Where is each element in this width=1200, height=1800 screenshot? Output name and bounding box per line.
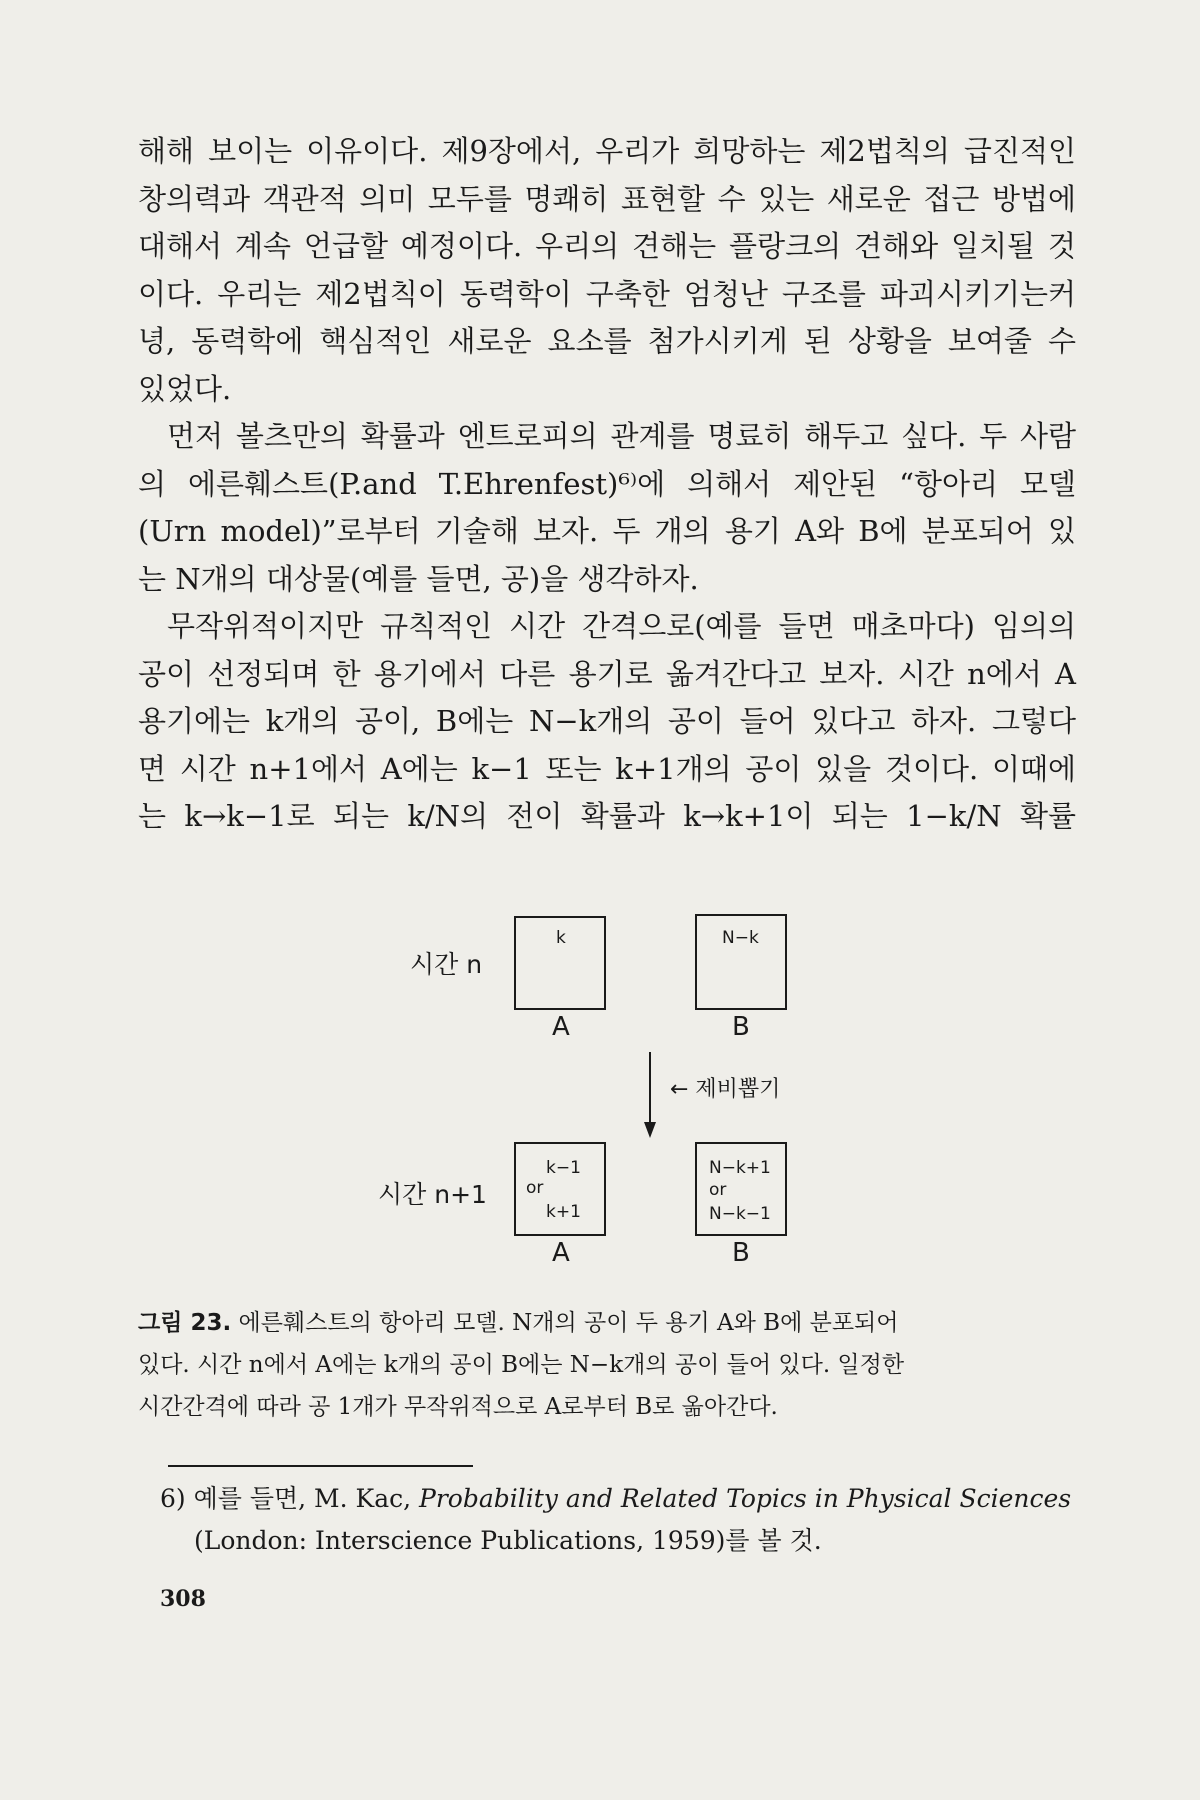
box-b-top: [695, 914, 787, 1010]
text-line: 먼저 볼츠만의 확률과 엔트로피의 관계를 명료히 해두고 싶다. 두 사람: [167, 419, 1076, 453]
box-a-bottom-value-1: k−1: [546, 1158, 581, 1178]
box-b-bottom-value-3: N−k−1: [709, 1204, 771, 1224]
footnote-line-1: [160, 1478, 1078, 1520]
time-n-label: 시간 n: [410, 950, 483, 979]
text-line: 창의력과 객관적 의미 모두를 명쾌히 표현할 수 있는 새로운 접근 방법에: [138, 181, 1076, 216]
label-b-bottom: B: [732, 1238, 750, 1268]
caption-label: 그림 23.: [138, 1310, 232, 1336]
text-line: 면 시간 n+1에서 A에는 k−1 또는 k+1개의 공이 있을 것이다. 이때에: [138, 751, 1076, 786]
time-n1-label: 시간 n+1: [378, 1180, 487, 1209]
box-b-top-value: N−k: [722, 928, 759, 948]
box-b-bottom: [695, 1142, 787, 1236]
caption-line: [138, 1302, 1018, 1344]
text-line: 해해 보이는 이유이다. 제9장에서, 우리가 희망하는 제2법칙의 급진적인: [138, 134, 1076, 168]
text-line: 이다. 우리는 제2법칙이 동력학이 구축한 엄청난 구조를 파괴시키기는커: [138, 276, 1076, 311]
draw-arrow: [640, 1050, 660, 1140]
page-number: 308: [160, 1586, 206, 1612]
text-line: 공이 선정되며 한 용기에서 다른 용기로 옮겨간다고 보자. 시간 n에서 A: [138, 656, 1076, 691]
box-a-bottom: [514, 1142, 606, 1236]
figure-caption: [138, 1302, 1018, 1428]
box-a-top-value: k: [556, 928, 566, 948]
box-b-bottom-value-2: or: [709, 1180, 727, 1200]
box-b-bottom-value-1: N−k+1: [709, 1158, 771, 1178]
caption-line: 시간간격에 따라 공 1개가 무작위적으로 A로부터 B로 옮아간다.: [138, 1394, 778, 1420]
label-a-bottom: A: [552, 1238, 570, 1268]
text-line: 는 k→k−1로 되는 k/N의 전이 확률과 k→k+1이 되는 1−k/N 확률: [138, 799, 1076, 833]
footnote-line-2: (London: Interscience Publications, 1959)를 볼 것.: [194, 1526, 822, 1555]
draw-lots-label: ← 제비뽑기: [670, 1077, 781, 1102]
label-a-top: A: [552, 1012, 570, 1042]
text-line: 녕, 동력학에 핵심적인 새로운 요소를 첨가시키게 된 상황을 보여줄 수: [138, 324, 1076, 358]
text-line: 있었다.: [138, 371, 232, 406]
footnote-prefix: 6) 예를 들면, M. Kac,: [160, 1484, 412, 1513]
box-a-top: [514, 916, 606, 1010]
caption-text: 에른훼스트의 항아리 모델. N개의 공이 두 용기 A와 B에 분포되어: [238, 1310, 899, 1336]
box-a-bottom-value-2: or: [526, 1178, 544, 1198]
text-line: 의 에른훼스트(P.and T.Ehrenfest)⁶⁾에 의해서 제안된 “항아리 모델: [138, 466, 1076, 501]
text-line: (Urn model)”로부터 기술해 보자. 두 개의 용기 A와 B에 분포되어 있: [138, 514, 1076, 548]
footnote-book-title: Probability and Related Topics in Physical Sciences: [419, 1484, 1072, 1513]
label-b-top: B: [732, 1012, 750, 1042]
footnote: [160, 1478, 1078, 1562]
caption-line: 있다. 시간 n에서 A에는 k개의 공이 B에는 N−k개의 공이 들어 있다. 일정한: [138, 1352, 905, 1378]
footnote-divider: [168, 1465, 473, 1467]
text-line: 무작위적이지만 규칙적인 시간 간격으로(예를 들면 매초마다) 임의의: [167, 609, 1076, 643]
text-line: 용기에는 k개의 공이, B에는 N−k개의 공이 들어 있다고 하자. 그렇다: [138, 704, 1076, 738]
text-line: 대해서 계속 언급할 예정이다. 우리의 견해는 플랑크의 견해와 일치될 것: [138, 229, 1076, 263]
text-line: 는 N개의 대상물(예를 들면, 공)을 생각하자.: [138, 561, 699, 596]
box-a-bottom-value-3: k+1: [546, 1202, 581, 1222]
